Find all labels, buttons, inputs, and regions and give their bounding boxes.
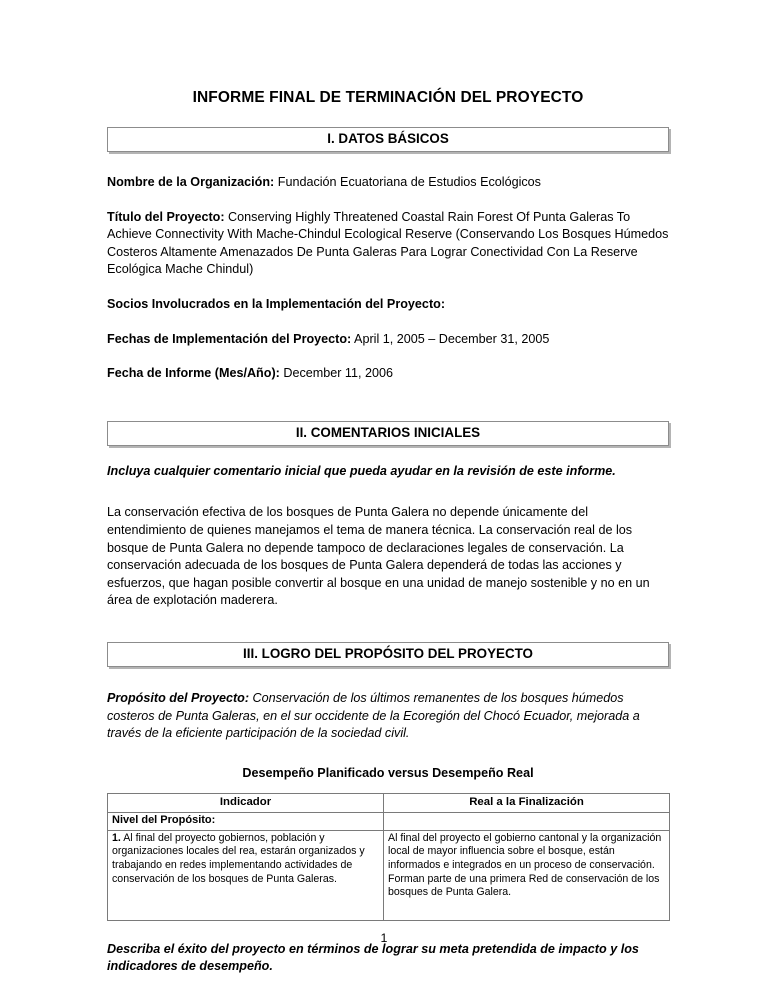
initial-comments-body: La conservación efectiva de los bosques de Punta Galera no depende únicamente del entendimiento de quienes manejamos el tema de manera técnica. La conservación real de los bosque de Punta Galera no depende tampoco de declaraciones legales de conservación. La conservación adecuada de los bosques de Punta Galera dependerá de todas las acciones y esfuerzos, que hagan posible convertir al bosque en una unidad de manejo sostenible y no en un área de explotación maderera. [107, 505, 650, 608]
section-heading-initial-comments: II. COMENTARIOS INICIALES [107, 421, 669, 446]
field-project-title-label: Título del Proyecto: [107, 209, 225, 224]
field-partners [107, 296, 669, 314]
table-row [108, 830, 670, 920]
field-report-date-label: Fecha de Informe (Mes/Año): [107, 366, 280, 381]
field-project-title [107, 209, 669, 279]
section-heading-project-purpose: III. LOGRO DEL PROPÓSITO DEL PROYECTO [107, 642, 669, 667]
initial-comments-prompt: Incluya cualquier comentario inicial que pueda ayudar en la revisión de este informe. [107, 463, 616, 478]
document-content [107, 0, 669, 976]
field-organization-name-label: Nombre de la Organización: [107, 175, 275, 189]
table-subheader-empty-cell [384, 813, 670, 831]
table-cell-indicator-1 [108, 830, 384, 920]
field-report-date-value: December 11, 2006 [279, 366, 394, 381]
field-project-title-value: Conserving Highly Threatened Coastal Rain Forest Of Punta Galeras To Achieve Connectivity With Mache-Chindul Ecological Reserve (Conservando Los Bosques Húmedos Costeros Altamente Amenazados De Punta Galeras Para Lograr Conectividad Con La Reserve Ecológica Mache Chindul) [107, 209, 669, 277]
field-implementation-dates [107, 331, 669, 349]
field-partners-label: Socios Involucrados en la Implementación del Proyecto: [107, 296, 446, 311]
performance-table-caption: Desempeño Planificado versus Desempeño Real [242, 765, 534, 780]
project-purpose-label: Propósito del Proyecto: [107, 690, 250, 705]
page-footer: 1 [380, 931, 388, 945]
table-cell-actual-1: Al final del proyecto el gobierno cantonal y la organización local de mayor influencia sobre el bosque, están informados e integrados en un proceso de conservación. Forman parte de una primera Red de conservación de los bosques de Punta Galera. [384, 830, 670, 920]
field-implementation-dates-value: April 1, 2005 – December 31, 2005 [351, 331, 550, 346]
field-report-date [107, 365, 669, 383]
performance-table [107, 793, 670, 921]
field-organization-name-value: Fundación Ecuatoriana de Estudios Ecológicos [274, 175, 541, 189]
indicator-number: 1. [112, 831, 121, 844]
table-column-header-real: Real a la Finalización [384, 793, 670, 813]
project-purpose-statement [107, 690, 669, 743]
table-subheader-row [108, 813, 670, 831]
closing-prompt: Describa el éxito del proyecto en términos de lograr su meta pretendida de impacto y los indicadores de desempeño. [107, 941, 639, 974]
field-implementation-dates-label: Fechas de Implementación del Proyecto: [107, 331, 352, 346]
section-heading-basic-data: I. DATOS BÁSICOS [107, 127, 669, 152]
indicator-text: Al final del proyecto gobiernos, población y organizaciones locales del rea, estarán organizados y trabajando en redes implementando actividades de conservación de los bosques de Punta Galeras. [112, 831, 365, 885]
project-purpose-value: Conservación de los últimos remanentes de los bosques húmedos costeros de Punta Galeras, en el sur occidente de la Ecoregión del Chocó Ecuador, mejorada a través de la eficiente participación de la sociedad civil. [107, 690, 640, 741]
table-column-header-indicador: Indicador [108, 793, 384, 813]
table-header-row [108, 793, 670, 813]
field-organization-name [107, 174, 669, 192]
page-title: INFORME FINAL DE TERMINACIÓN DEL PROYECTO [192, 89, 584, 106]
table-subheader-purpose-level: Nivel del Propósito: [108, 813, 384, 831]
